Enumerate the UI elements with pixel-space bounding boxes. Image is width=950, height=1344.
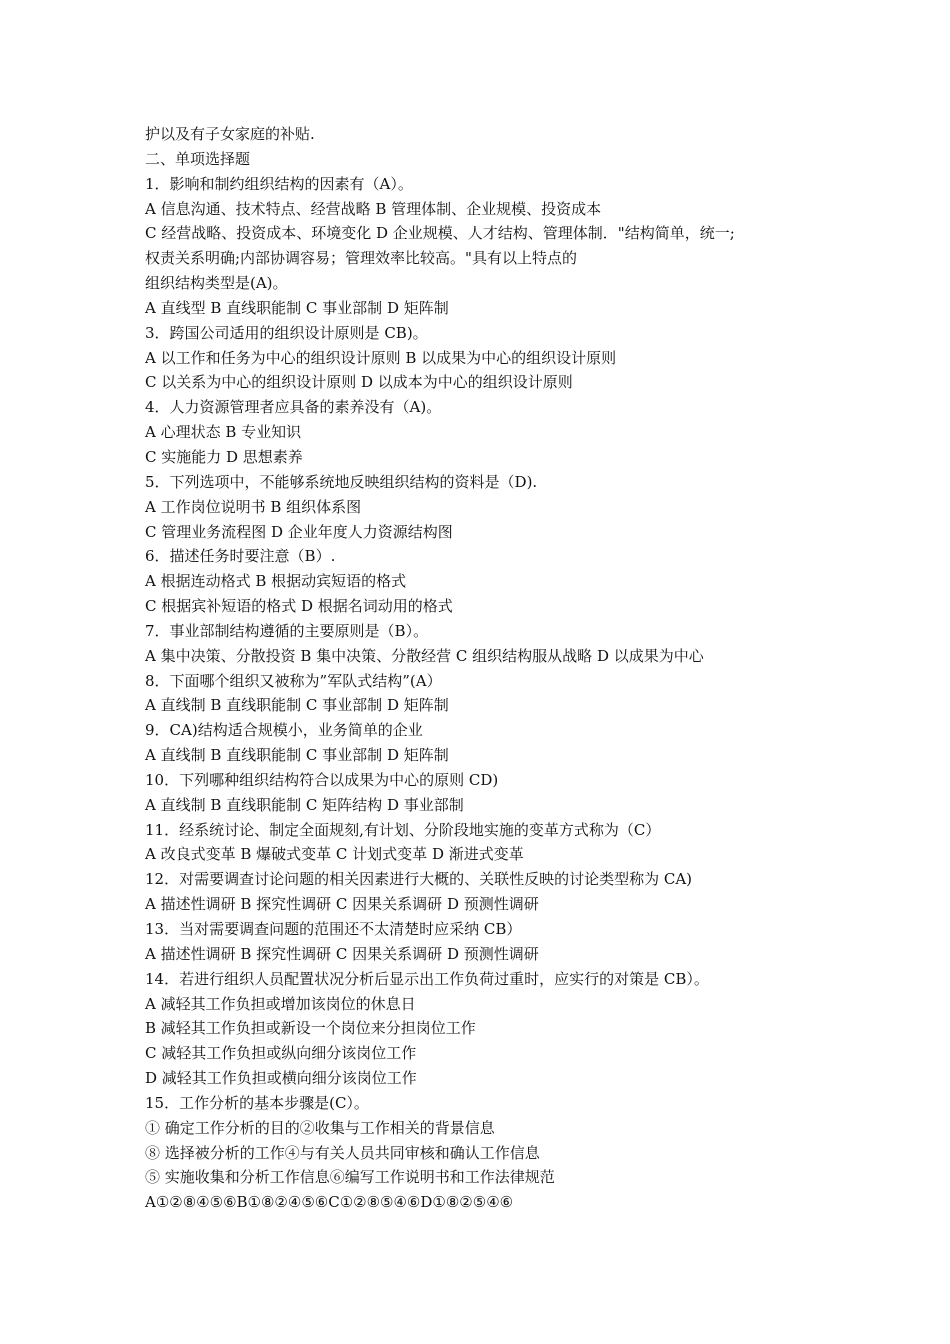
option-line: C 经营战略、投资成本、环境变化 D 企业规模、人才结构、管理体制．"结构简单，统一; bbox=[145, 224, 735, 243]
question-line: 14．若进行组织人员配置状况分析后显示出工作负荷过重时，应实行的对策是 CB）。 bbox=[145, 969, 709, 988]
question-line: 10．下列哪种组织结构符合以成果为中心的原则 CD) bbox=[145, 770, 499, 789]
step-line: ① 确定工作分析的目的②收集与工作相关的背景信息 bbox=[145, 1118, 495, 1137]
question-line: 9．CA)结构适合规模小，业务简单的企业 bbox=[145, 721, 423, 740]
option-line: A 直线制 B 直线职能制 C 矩阵结构 D 事业部制 bbox=[145, 795, 464, 814]
option-line: B 减轻其工作负担或新设一个岗位来分担岗位工作 bbox=[145, 1019, 476, 1038]
question-line: 7．事业部制结构遵循的主要原则是（B）。 bbox=[145, 621, 429, 640]
option-line: A 根据连动格式 B 根据动宾短语的格式 bbox=[145, 572, 407, 591]
option-line: A 集中决策、分散投资 B 集中决策、分散经营 C 组织结构服从战略 D 以成果为中心 bbox=[145, 646, 704, 665]
option-line: C 以关系为中心的组织设计原则 D 以成本为中心的组织设计原则 bbox=[145, 373, 573, 392]
option-line: A 减轻其工作负担或增加该岗位的休息日 bbox=[145, 994, 416, 1013]
option-line: A①②⑧④⑤⑥B①⑧②④⑤⑥C①②⑧⑤④⑥D①⑧②⑤④⑥ bbox=[145, 1193, 514, 1212]
option-line: A 心理状态 B 专业知识 bbox=[145, 423, 302, 442]
step-line: ⑤ 实施收集和分析工作信息⑥编写工作说明书和工作法律规范 bbox=[145, 1168, 555, 1187]
question-line: 1．影响和制约组织结构的因素有（A）。 bbox=[145, 174, 413, 193]
step-line: ⑧ 选择被分析的工作④与有关人员共同审核和确认工作信息 bbox=[145, 1143, 540, 1162]
section-heading: 二、单项选择题 bbox=[145, 149, 251, 168]
question-line: 8．下面哪个组织又被称为”军队式结构”(A） bbox=[145, 671, 442, 690]
option-line: A 直线型 B 直线职能制 C 事业部制 D 矩阵制 bbox=[145, 298, 449, 317]
option-line: A 以工作和任务为中心的组织设计原则 B 以成果为中心的组织设计原则 bbox=[145, 348, 617, 367]
option-line: A 信息沟通、技术特点、经营战略 B 管理体制、企业规模、投资成本 bbox=[145, 199, 602, 218]
option-line: C 管理业务流程图 D 企业年度人力资源结构图 bbox=[145, 522, 453, 541]
question-line: 4．人力资源管理者应具备的素养没有（A)。 bbox=[145, 398, 442, 417]
option-line: A 描述性调研 B 探究性调研 C 因果关系调研 D 预测性调研 bbox=[145, 895, 539, 914]
option-line: C 减轻其工作负担或纵向细分该岗位工作 bbox=[145, 1044, 417, 1063]
question-line: 组织结构类型是(A)。 bbox=[145, 274, 288, 293]
text-line: 护以及有子女家庭的补贴. bbox=[145, 125, 315, 143]
question-line: 15．工作分析的基本步骤是(C）。 bbox=[145, 1093, 369, 1112]
text-line: 权责关系明确;内部协调容易；管理效率比较高。"具有以上特点的 bbox=[145, 249, 577, 268]
question-line: 3．跨国公司适用的组织设计原则是 CB)。 bbox=[145, 323, 428, 342]
question-line: 12．对需要调查讨论问题的相关因素进行大概的、关联性反映的讨论类型称为 CA) bbox=[145, 870, 693, 889]
option-line: A 工作岗位说明书 B 组织体系图 bbox=[145, 497, 362, 516]
question-line: 6．描述任务时要注意（B）. bbox=[145, 547, 336, 566]
question-line: 13．当对需要调查问题的范围还不太清楚时应采纳 CB） bbox=[145, 920, 522, 938]
question-line: 5．下列选项中，不能够系统地反映组织结构的资料是（D). bbox=[145, 472, 538, 491]
option-line: C 根据宾补短语的格式 D 根据名词动用的格式 bbox=[145, 597, 453, 616]
question-line: 11．经系统讨论、制定全面规刻,有计划、分阶段地实施的变革方式称为（C） bbox=[145, 820, 661, 839]
option-line: D 减轻其工作负担或横向细分该岗位工作 bbox=[145, 1069, 417, 1088]
document-body bbox=[145, 122, 825, 1215]
option-line: A 改良式变革 B 爆破式变革 C 计划式变革 D 渐进式变革 bbox=[145, 845, 524, 864]
option-line: A 直线制 B 直线职能制 C 事业部制 D 矩阵制 bbox=[145, 746, 449, 765]
option-line: C 实施能力 D 思想素养 bbox=[145, 447, 303, 466]
option-line: A 描述性调研 B 探究性调研 C 因果关系调研 D 预测性调研 bbox=[145, 944, 539, 963]
option-line: A 直线制 B 直线职能制 C 事业部制 D 矩阵制 bbox=[145, 696, 449, 715]
